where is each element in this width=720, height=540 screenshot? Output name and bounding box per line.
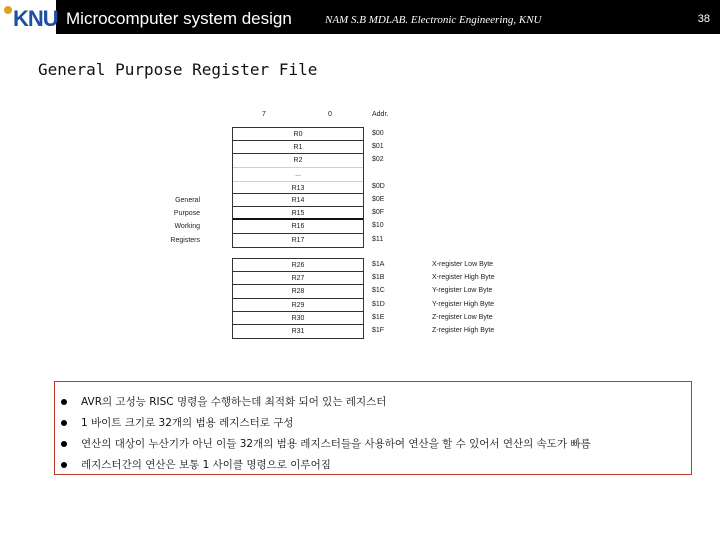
register-address: $0D: [372, 182, 385, 190]
lower-register-block: [232, 258, 364, 339]
group-label: [140, 194, 200, 247]
addr-header: Addr.: [372, 111, 389, 118]
register-note: X-register Low Byte: [432, 261, 494, 268]
bullet-dot-icon: [61, 399, 67, 405]
register-address: $1C: [372, 287, 385, 295]
register-note: Z-register High Byte: [432, 326, 495, 334]
register-address: $1D: [372, 300, 385, 308]
bullet-text: 레지스터간의 연산은 보통 1 사이클 명령으로 이루어짐: [81, 459, 331, 471]
register-address: $00: [372, 130, 384, 137]
bullet-text: AVR의 고성능 RISC 명령을 수행하는데 최적화 되어 있는 레지스터: [81, 396, 387, 408]
register-note: Z-register Low Byte: [432, 313, 493, 321]
logo-text: KNU: [13, 6, 58, 31]
register-address: $1E: [372, 313, 385, 321]
register-note: X-register High Byte: [432, 274, 495, 282]
slide-title: General Purpose Register File: [38, 60, 318, 79]
bullet-item: [61, 457, 331, 472]
group-label-line: Purpose: [173, 210, 200, 218]
register-cell: R14: [233, 194, 363, 207]
register-cell: R13: [233, 181, 363, 194]
register-cell: R2: [233, 154, 363, 167]
register-address: [372, 167, 385, 180]
register-cell: R0: [233, 128, 363, 141]
bullet-item: [61, 394, 386, 409]
bullet-list-box: [54, 381, 692, 475]
register-address: $01: [372, 143, 384, 151]
register-cell: R17: [291, 236, 305, 244]
upper-address-column: [372, 127, 385, 246]
author-subtitle: NAM S.B MDLAB. Electronic Engineering, KNU: [325, 14, 542, 26]
register-address: $11: [372, 235, 384, 243]
register-ellipsis: ...: [295, 170, 301, 178]
page-number: 38: [697, 13, 710, 25]
bullet-text: 연산의 대상이 누산기가 아닌 이들 32개의 범용 레지스터들을 사용하여 연산을 할 수 있어서 연산의 속도가 빠름: [81, 438, 591, 450]
bit-low-label: 0: [328, 111, 332, 118]
bit-high-label: 7: [262, 111, 266, 118]
bullet-dot-icon: [61, 462, 67, 468]
register-address: $10: [372, 222, 384, 230]
bullet-item: [61, 415, 294, 430]
group-label-line: Working: [174, 223, 200, 231]
register-cell: R16: [233, 220, 363, 233]
register-address: $1B: [372, 274, 385, 282]
register-cell: R15: [233, 207, 363, 220]
group-label-line: Registers: [170, 236, 200, 244]
register-address: $02: [372, 156, 384, 164]
register-cell: R26: [233, 259, 363, 272]
bullet-text: 1 바이트 크기로 32개의 범용 레지스터로 구성: [81, 417, 294, 429]
register-cell: R27: [233, 272, 363, 285]
register-cell: R31: [291, 327, 305, 335]
lower-address-column: [372, 258, 385, 337]
bullet-dot-icon: [61, 420, 67, 426]
register-cell: R29: [233, 299, 363, 312]
register-address: $0F: [372, 209, 385, 217]
register-address: $0E: [372, 195, 385, 203]
pointer-register-notes: [432, 258, 495, 337]
group-label-line: General: [175, 197, 200, 204]
register-cell: R1: [233, 141, 363, 154]
register-note: Y-register Low Byte: [432, 287, 493, 295]
bullet-dot-icon: [61, 441, 67, 447]
register-note: Y-register High Byte: [432, 300, 494, 308]
register-address: $1F: [372, 326, 385, 334]
upper-register-block: [232, 127, 364, 248]
register-cell: R28: [233, 285, 363, 298]
course-title: Microcomputer system design: [66, 9, 292, 28]
register-address: $1A: [372, 261, 385, 268]
bullet-item: [61, 436, 591, 451]
register-cell: R30: [233, 312, 363, 325]
